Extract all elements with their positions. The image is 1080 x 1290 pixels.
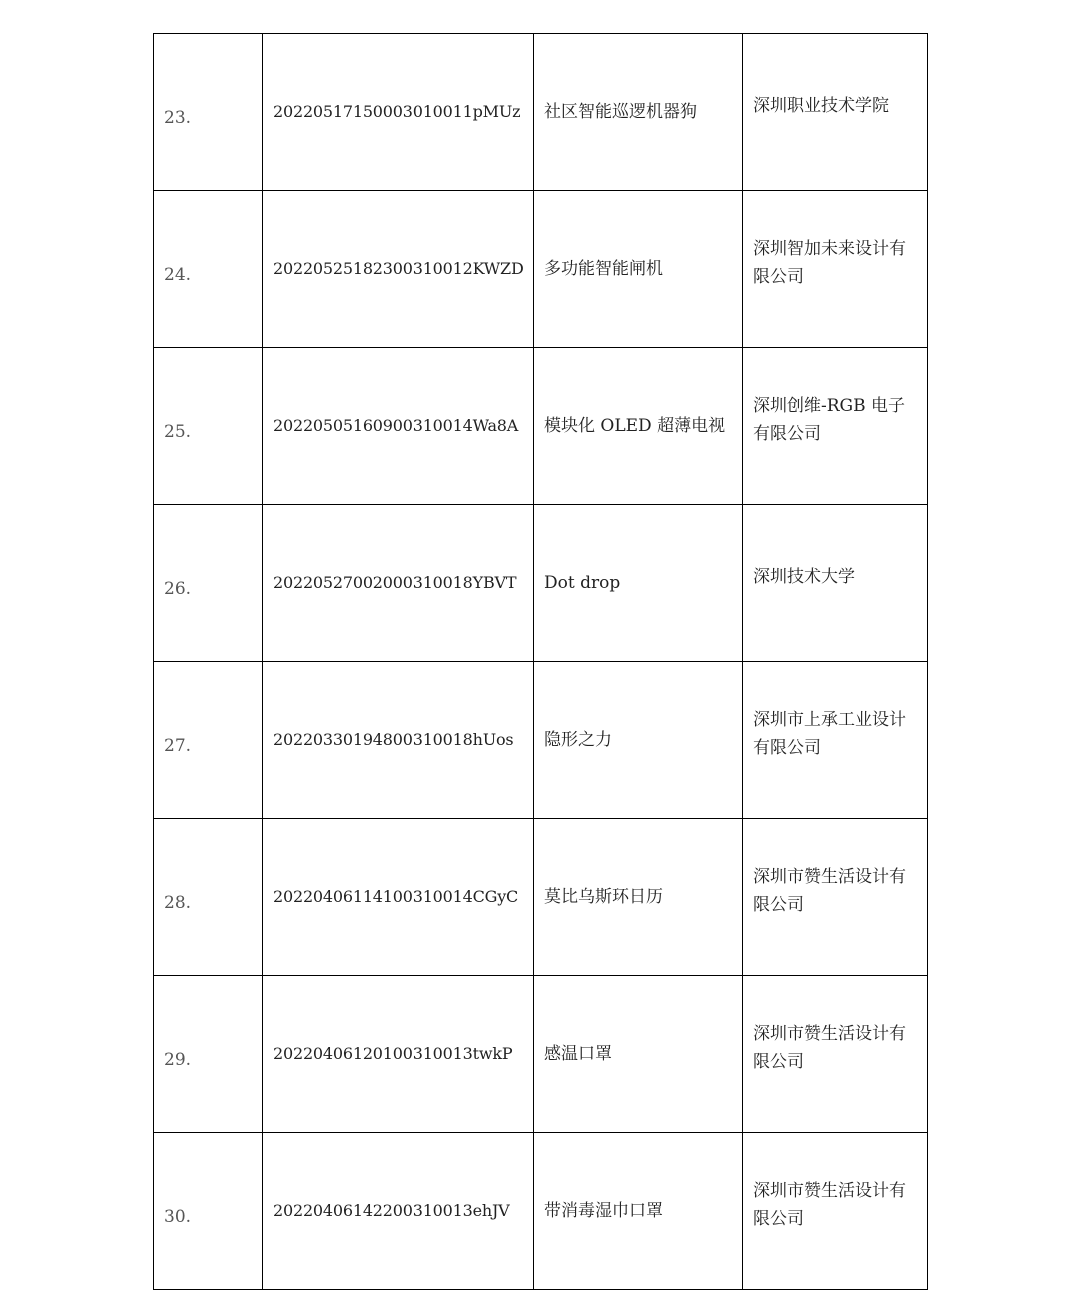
- entry-organization: [743, 191, 928, 348]
- entry-organization: [743, 505, 928, 662]
- entry-organization: [743, 662, 928, 819]
- organization-text: 深圳市赞生活设计有限公司: [753, 867, 906, 915]
- entry-name: 隐形之力: [534, 662, 743, 819]
- entry-code: 20220406120100310013twkP: [263, 976, 534, 1133]
- table-row: [154, 662, 928, 819]
- entry-code: 20220505160900310014Wa8A: [263, 348, 534, 505]
- organization-text: 深圳市赞生活设计有限公司: [753, 1181, 906, 1229]
- entry-code: 20220527002000310018YBVT: [263, 505, 534, 662]
- entry-code: 20220406114100310014CGyC: [263, 819, 534, 976]
- entry-organization: [743, 976, 928, 1133]
- entry-name: 感温口罩: [534, 976, 743, 1133]
- entry-code: 20220330194800310018hUos: [263, 662, 534, 819]
- table-row: [154, 191, 928, 348]
- entry-code: 20220517150003010011pMUz: [263, 34, 534, 191]
- row-number: 27.: [154, 662, 263, 819]
- organization-text: 深圳技术大学: [753, 567, 855, 587]
- table-row: [154, 819, 928, 976]
- entry-code: 20220525182300310012KWZD: [263, 191, 534, 348]
- entry-code: 20220406142200310013ehJV: [263, 1133, 534, 1290]
- table-row: [154, 34, 928, 191]
- entry-organization: [743, 819, 928, 976]
- row-number: 28.: [154, 819, 263, 976]
- entry-name: 多功能智能闸机: [534, 191, 743, 348]
- organization-text: 深圳市赞生活设计有限公司: [753, 1024, 906, 1072]
- table-row: [154, 505, 928, 662]
- row-number: 24.: [154, 191, 263, 348]
- row-number: 29.: [154, 976, 263, 1133]
- entry-name: 模块化 OLED 超薄电视: [534, 348, 743, 505]
- row-number: 26.: [154, 505, 263, 662]
- entry-name: 社区智能巡逻机器狗: [534, 34, 743, 191]
- organization-text: 深圳创维-RGB 电子有限公司: [753, 396, 906, 444]
- table-row: [154, 348, 928, 505]
- entry-organization: [743, 34, 928, 191]
- entries-table: [153, 33, 928, 1290]
- organization-text: 深圳智加未来设计有限公司: [753, 239, 906, 287]
- entry-name: Dot drop: [534, 505, 743, 662]
- entry-name: 莫比乌斯环日历: [534, 819, 743, 976]
- row-number: 23.: [154, 34, 263, 191]
- organization-text: 深圳市上承工业设计有限公司: [753, 710, 906, 758]
- organization-text: 深圳职业技术学院: [753, 96, 889, 116]
- table-row: [154, 1133, 928, 1290]
- entry-organization: [743, 348, 928, 505]
- table-row: [154, 976, 928, 1133]
- entry-organization: [743, 1133, 928, 1290]
- row-number: 30.: [154, 1133, 263, 1290]
- entry-name: 带消毒湿巾口罩: [534, 1133, 743, 1290]
- row-number: 25.: [154, 348, 263, 505]
